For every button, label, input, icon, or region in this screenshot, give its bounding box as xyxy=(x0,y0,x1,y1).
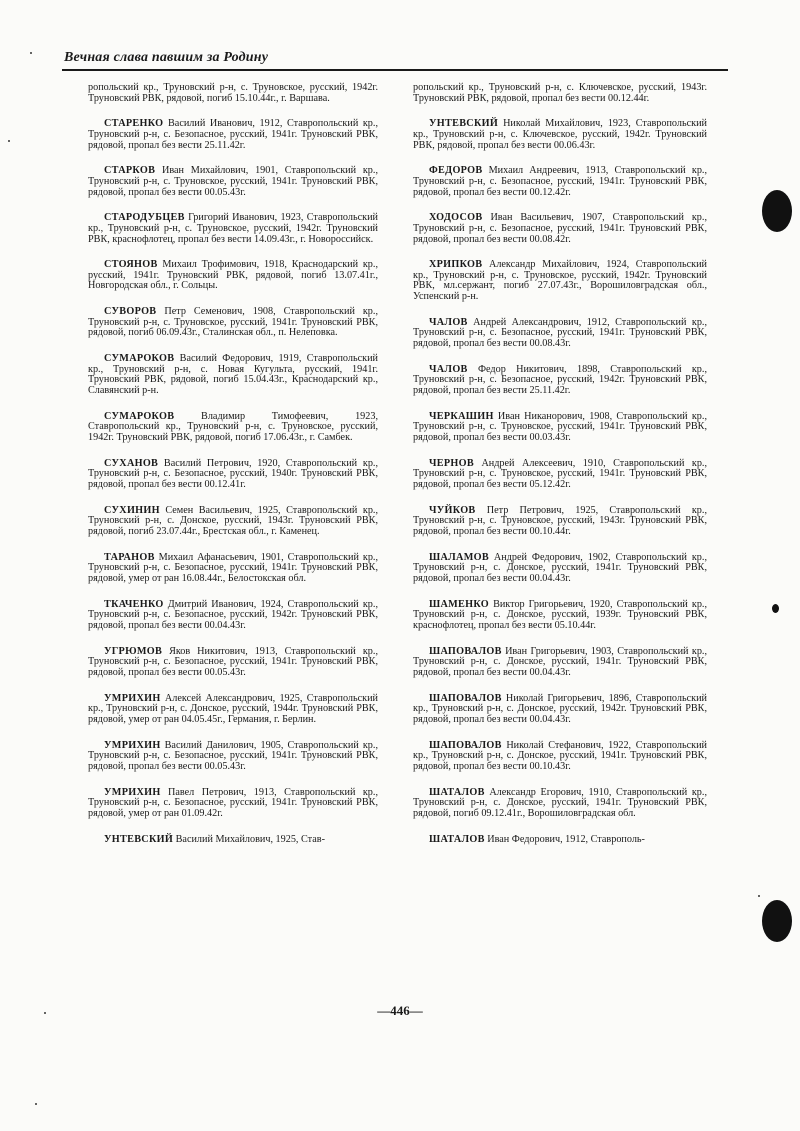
memorial-entry xyxy=(88,354,378,396)
entry-surname: УНТЕВСКИЙ xyxy=(429,118,499,130)
memorial-entry xyxy=(413,260,707,302)
entry-surname: УНТЕВСКИЙ xyxy=(104,833,174,845)
memorial-entry xyxy=(88,307,378,339)
entry-surname: УМРИХИН xyxy=(104,786,161,798)
memorial-entry xyxy=(88,83,378,104)
entry-surname: ШАПОВАЛОВ xyxy=(429,692,502,704)
memorial-entry xyxy=(88,260,378,292)
memorial-entry xyxy=(88,119,378,151)
entry-surname: ШАЛАМОВ xyxy=(429,551,489,563)
memorial-entry xyxy=(413,647,707,679)
binder-hole-mark xyxy=(762,900,792,942)
memorial-entry xyxy=(413,788,707,820)
memorial-entry xyxy=(413,166,707,198)
entry-details: Павел Петрович, 1913, Ставропольский кр., Труновский р-н, с. Безопасное, русский, 1941г. Труновский РВК, рядовой, умер от ран 01.09.42г. xyxy=(88,786,378,819)
entry-details: Василий Петрович, 1920, Ставропольский кр., Труновский р-н, с. Безопасное, русский, 1940г. Труновский РВК, рядовой, пропал без вести 00.12.41г. xyxy=(88,457,379,490)
entry-details: Василий Михайлович, 1925, Став- xyxy=(175,833,325,845)
memorial-entry xyxy=(413,553,707,585)
memorial-entry xyxy=(88,506,378,538)
entry-details: Алексей Александрович, 1925, Ставропольский кр., Труновский р-н, с. Донское, русский, 1944г. Труновский РВК, рядовой, умер от ран 04.05.45г., Германия, г. Берлин. xyxy=(88,692,379,725)
entry-details: ропольский кр., Труновский р-н, с. Ключевское, русский, 1943г. Труновский РВК, рядовой, пропал без вести 00.12.44г. xyxy=(413,82,707,104)
memorial-entry xyxy=(413,119,707,151)
entry-surname: СУХИНИН xyxy=(104,504,160,516)
entry-details: Александр Егорович, 1910, Ставропольский кр., Труновский р-н, с. Донское, русский, 1941г. Труновский РВК, рядовой, погиб 09.12.41г., Ворошиловградская обл. xyxy=(413,786,707,819)
entry-details: ропольский кр., Труновский р-н, с. Труновское, русский, 1942г. Труновский РВК, рядовой, погиб 15.10.44г., г. Варшава. xyxy=(88,82,378,104)
scan-speck xyxy=(35,1103,37,1105)
memorial-entry xyxy=(413,741,707,773)
entry-details: Андрей Алексеевич, 1910, Ставропольский кр., Труновский р-н, с. Труновское, русский, 1941г. Труновский РВК, рядовой, пропал без вести 05.12.42г. xyxy=(413,457,708,490)
memorial-entry xyxy=(88,166,378,198)
scan-speck xyxy=(8,140,10,142)
entry-details: Иван Федорович, 1912, Ставрополь- xyxy=(487,833,645,845)
entry-details: Иван Григорьевич, 1903, Ставропольский кр., Труновский р-н, с. Донское, русский, 1941г. Труновский РВК, рядовой, пропал без вести 00.04.43г. xyxy=(413,645,708,678)
memorial-entry xyxy=(88,694,378,726)
entry-surname: ФЕДОРОВ xyxy=(429,165,483,177)
entry-surname: ХОДОСОВ xyxy=(429,212,483,224)
entry-surname: ШАТАЛОВ xyxy=(429,833,485,845)
memorial-entry xyxy=(413,213,707,245)
memorial-entry xyxy=(88,741,378,773)
binder-hole-mark xyxy=(772,604,779,613)
memorial-entry xyxy=(88,412,378,444)
entry-surname: ТКАЧЕНКО xyxy=(104,598,164,610)
binder-hole-mark xyxy=(762,190,792,232)
entry-surname: ЧУЙКОВ xyxy=(429,504,476,516)
memorial-entry xyxy=(413,83,707,104)
memorial-entry xyxy=(413,318,707,350)
entry-surname: ХРИПКОВ xyxy=(429,259,483,271)
memorial-entry xyxy=(413,600,707,632)
entry-details: Николай Григорьевич, 1896, Ставропольский кр., Труновский р-н, с. Донское, русский, 1942г. Труновский РВК, рядовой, пропал без вести 00.04.43г. xyxy=(413,692,707,725)
entry-details: Григорий Иванович, 1923, Ставропольский кр., Труновский р-н, с. Труновское, русский, 1942г. Труновский РВК, краснофлотец, пропал без вести 14.09.43г., г. Новороссийск. xyxy=(88,212,379,245)
left-column xyxy=(88,83,378,860)
entry-surname: ШАПОВАЛОВ xyxy=(429,739,502,751)
book-title: Вечная слава павшим за Родину xyxy=(64,50,269,65)
entry-details: Федор Никитович, 1898, Ставропольский кр., Труновский р-н, с. Безопасное, русский, 1942г. Труновский РВК, рядовой, пропал без вести 25.11.42г. xyxy=(413,363,707,396)
entry-surname: СУМАРОКОВ xyxy=(104,410,175,422)
entry-surname: ТАРАНОВ xyxy=(104,551,155,563)
running-header xyxy=(64,50,728,67)
entry-details: Андрей Федорович, 1902, Ставропольский кр., Труновский р-н, с. Донское, русский, 1941г. Труновский РВК, рядовой, пропал без вести 00.04.43г. xyxy=(413,551,707,584)
entry-details: Владимир Тимофеевич, 1923, Ставропольский кр., Труновский р-н, с. Труновское, русский, 1942г. Труновский РВК, рядовой, погиб 17.06.43г., г. Самбек. xyxy=(88,410,378,443)
entry-surname: УМРИХИН xyxy=(104,692,161,704)
memorial-entry xyxy=(413,694,707,726)
entry-surname: ШАТАЛОВ xyxy=(429,786,485,798)
memorial-entry xyxy=(413,365,707,397)
memorial-entry xyxy=(88,600,378,632)
memorial-entry xyxy=(88,788,378,820)
entry-details: Андрей Александрович, 1912, Ставропольский кр., Труновский р-н, с. Безопасное, русский, 1941г. Труновский РВК, рядовой, пропал без вести 00.08.43г. xyxy=(413,316,708,350)
scan-speck xyxy=(44,1012,46,1014)
entry-details: Яков Никитович, 1913, Ставропольский кр., Труновский р-н, с. Безопасное, русский, 1941г. Труновский РВК, рядовой, пропал без вести 00.05.43г. xyxy=(88,645,378,678)
entry-details: Михаил Трофимович, 1918, Краснодарский кр., русский, 1941г. Труновский РВК, рядовой, погиб 13.07.41г., Новгородская обл., г. Сольцы. xyxy=(88,259,378,292)
entry-details: Николай Михайлович, 1923, Ставропольский кр., Труновский р-н, с. Ключевское, русский, 1942г. Труновский РВК, рядовой, пропал без вести 00.06.43г. xyxy=(413,118,707,151)
entry-details: Иван Михайлович, 1901, Ставропольский кр., Труновский р-н, с. Труновское, русский, 1941г. Труновский РВК, рядовой, пропал без вести 00.05.43г. xyxy=(88,165,378,198)
entry-details: Петр Петрович, 1925, Ставропольский кр., Труновский р-н, с. Труновское, русский, 1943г. Труновский РВК, рядовой, пропал без вести 00.10.44г. xyxy=(413,504,707,537)
entry-surname: ЧЕРКАШИН xyxy=(429,410,494,422)
page-number: —446— xyxy=(377,1003,423,1018)
memorial-entry xyxy=(88,553,378,585)
entry-surname: СТОЯНОВ xyxy=(104,259,158,271)
entry-details: Василий Федорович, 1919, Ставропольский кр., Труновский р-н, с. Новая Кугульта, русский, 1941г. Труновский РВК, рядовой, погиб 15.04.43г., Краснодарский кр., Славянский р-н. xyxy=(88,353,378,396)
entry-surname: СУХАНОВ xyxy=(104,457,159,469)
entry-surname: УГРЮМОВ xyxy=(104,645,163,657)
entry-surname: ЧАЛОВ xyxy=(429,363,468,375)
memorial-entry xyxy=(413,459,707,491)
entry-surname: ШАПОВАЛОВ xyxy=(429,645,502,657)
entry-details: Василий Иванович, 1912, Ставропольский кр., Труновский р-н, с. Безопасное, русский, 1941г. Труновский РВК, рядовой, пропал без вести 25.11.42г. xyxy=(88,118,378,151)
entry-details: Дмитрий Иванович, 1924, Ставропольский кр., Труновский р-н, с. Безопасное, русский, 1942г. Труновский РВК, рядовой, пропал без вести 00.04.43г. xyxy=(88,598,378,631)
entry-surname: СТАРЕНКО xyxy=(104,118,164,130)
entry-details: Николай Стефанович, 1922, Ставропольский кр., Труновский р-н, с. Донское, русский, 1941г. Труновский РВК, рядовой, пропал без вести 00.10.43г. xyxy=(413,739,708,772)
memorial-entry xyxy=(88,835,378,846)
memorial-entry xyxy=(413,506,707,538)
entry-surname: ЧАЛОВ xyxy=(429,316,468,328)
entry-details: Иван Васильевич, 1907, Ставропольский кр., Труновский р-н, с. Безопасное, русский, 1941г. Труновский РВК, рядовой, пропал без вести 00.08.42г. xyxy=(413,212,707,245)
memorial-entry xyxy=(88,459,378,491)
entry-details: Александр Михайлович, 1924, Ставропольский кр., Труновский р-н, с. Труновское, русский, 1942г. Труновский РВК, мл.сержант, погиб 27.07.43г., Ворошиловградская обл., Успенский р-н. xyxy=(413,259,707,303)
entry-details: Виктор Григорьевич, 1920, Ставропольский кр., Труновский р-н, с. Донское, русский, 1939г. Труновский РВК, краснофлотец, пропал без вести 05.10.44г. xyxy=(413,598,708,631)
entry-surname: ЧЕРНОВ xyxy=(429,457,474,469)
entry-details: Иван Никанорович, 1908, Ставропольский кр., Труновский р-н, с. Труновское, русский, 1941г. Труновский РВК, рядовой, пропал без вести 00.03.43г. xyxy=(413,410,707,443)
entry-surname: СТАРОДУБЦЕВ xyxy=(104,212,185,224)
scan-speck xyxy=(758,895,760,897)
scan-speck xyxy=(30,52,32,54)
entry-surname: СУВОРОВ xyxy=(104,306,157,318)
entry-details: Василий Данилович, 1905, Ставропольский кр., Труновский р-н, с. Безопасное, русский, 1941г. Труновский РВК, рядовой, пропал без вести 00.05.43г. xyxy=(88,739,378,772)
entry-surname: СТАРКОВ xyxy=(104,165,156,177)
entry-details: Михаил Андреевич, 1913, Ставропольский кр., Труновский р-н, с. Безопасное, русский, 1941г. Труновский РВК, рядовой, пропал без вести 00.12.42г. xyxy=(413,165,708,198)
entry-surname: УМРИХИН xyxy=(104,739,161,751)
memorial-entry xyxy=(88,213,378,245)
memorial-entry xyxy=(413,412,707,444)
memorial-entry xyxy=(413,835,707,846)
memorial-entry xyxy=(88,647,378,679)
entry-surname: СУМАРОКОВ xyxy=(104,353,175,365)
right-column xyxy=(413,83,707,860)
entry-details: Петр Семенович, 1908, Ставропольский кр., Труновский р-н, с. Труновское, русский, 1941г. Труновский РВК, рядовой, погиб 06.09.43г., Сталинская обл., п. Нелеповка. xyxy=(88,306,378,339)
entry-surname: ШАМЕНКО xyxy=(429,598,490,610)
entry-details: Михаил Афанасьевич, 1901, Ставропольский кр., Труновский р-н, с. Безопасное, русский, 1941г. Труновский РВК, рядовой, умер от ран 16.08.44г., Белостокская обл. xyxy=(88,551,379,584)
entry-details: Семен Васильевич, 1925, Ставропольский кр., Труновский р-н, с. Донское, русский, 1943г. Труновский РВК, рядовой, погиб 23.07.44г., Брестская обл., г. Каменец. xyxy=(88,504,379,537)
header-rule xyxy=(62,69,728,71)
